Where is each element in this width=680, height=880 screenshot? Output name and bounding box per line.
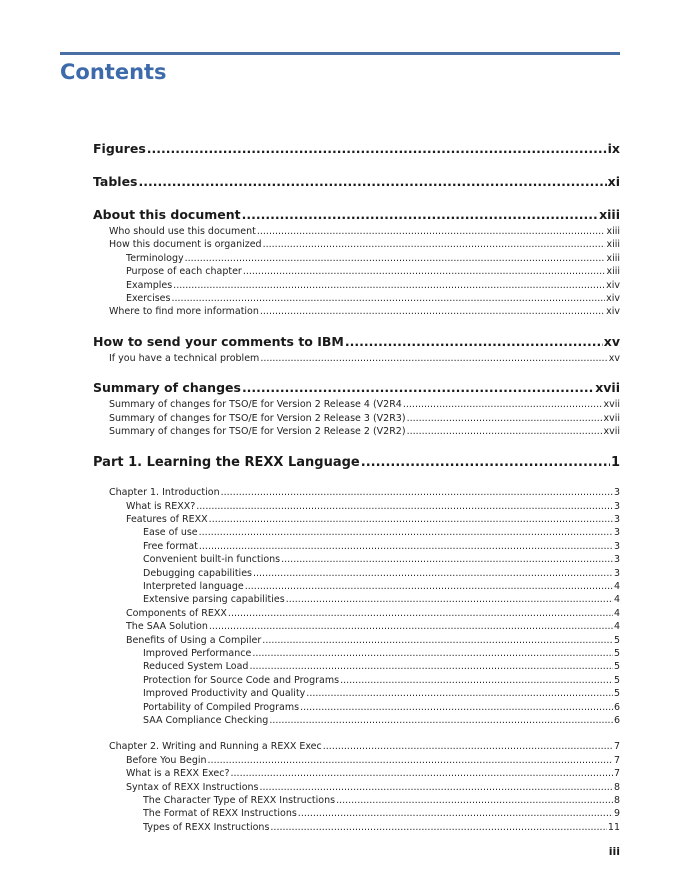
dot-leader [228,607,613,620]
dot-leader [209,513,613,526]
toc-entry-title: Improved Productivity and Quality [143,688,306,700]
toc-entry-page: 8 [613,794,620,806]
toc-entry-page: 7 [613,741,620,753]
toc-entry[interactable] [126,781,620,794]
toc-entry-title: SAA Compliance Checking [143,714,269,726]
toc-entry[interactable] [126,607,620,620]
toc-entry[interactable] [109,225,620,238]
dot-leader [286,593,613,606]
dot-leader [340,674,613,687]
toc-entry-title: Free format [143,540,198,552]
dot-leader [147,139,607,159]
toc-entry-title: The SAA Solution [126,621,208,633]
toc-entry-page: 3 [613,500,620,512]
dot-leader [199,540,613,553]
dot-leader [403,398,603,411]
toc-entry-title: Improved Performance [143,647,252,659]
toc-entry-title: Interpreted language [143,581,244,593]
toc-entry-title: Debugging capabilities [143,567,252,579]
toc-entry-title: Syntax of REXX Instructions [126,781,259,793]
toc-entry[interactable] [93,139,620,159]
toc-entry-title: Chapter 2. Writing and Running a REXX Exec [109,741,322,753]
toc-entry-title: Summary of changes for TSO/E for Version 2 Release 2 (V2R2) [109,425,406,437]
toc-entry-page: xiii [606,252,620,264]
toc-entry[interactable] [126,754,620,767]
toc-entry-page: xv [608,352,620,364]
toc-entry-page: ix [607,141,620,156]
toc-entry[interactable] [143,593,620,606]
toc-entry[interactable] [93,332,620,352]
toc-entry-title: Features of REXX [126,514,208,526]
toc-entry[interactable] [143,660,620,673]
toc-entry-page: xi [607,174,620,189]
dot-leader [407,425,603,438]
top-rule [60,52,620,55]
toc-entry-title: Summary of changes [93,380,241,396]
toc-entry-title: Components of REXX [126,607,227,619]
toc-entry[interactable] [126,620,620,633]
dot-leader [361,453,610,473]
toc-entry[interactable] [126,279,620,292]
toc-entry-page: xvii [603,412,620,424]
toc-entry-title: Where to find more information [109,306,259,318]
page-number: iii [608,845,620,858]
toc-entry-title: Before You Begin [126,754,207,766]
toc-entry-page: xiv [606,306,620,318]
dot-leader [252,647,613,660]
toc-entry-title: Portability of Compiled Programs [143,701,300,713]
toc-entry-page: xiii [606,226,620,237]
toc-entry-title: How this document is organized [109,239,262,251]
toc-entry-page: 3 [613,540,620,552]
toc-entry-page: 1 [610,455,620,471]
dot-leader [336,794,613,807]
dot-leader [231,767,613,780]
toc-entry[interactable] [143,540,620,553]
table-of-contents [93,139,620,834]
toc-entry[interactable] [109,740,620,753]
dot-leader [300,701,613,714]
dot-leader [257,225,606,238]
toc-entry-title: Extensive parsing capabilities [143,594,285,606]
toc-entry-title: Tables [93,174,138,189]
toc-entry-title: Protection for Source Code and Programs [143,674,340,686]
toc-entry[interactable] [126,252,620,265]
dot-leader [245,580,613,593]
toc-entry-title: What is a REXX Exec? [126,768,230,780]
dot-leader [242,205,598,225]
page-title: Contents [60,60,167,84]
toc-entry-title: What is REXX? [126,500,196,512]
toc-entry-page: 4 [613,594,620,606]
toc-entry-title: Convenient built-in functions [143,554,281,566]
dot-leader [199,526,613,539]
dot-leader [260,352,607,365]
toc-entry[interactable] [109,486,620,499]
dot-leader [260,305,605,318]
dot-leader [221,486,613,499]
dot-leader [209,620,613,633]
toc-entry-page: 4 [613,607,620,619]
toc-entry[interactable] [143,526,620,539]
toc-entry[interactable] [143,807,620,820]
toc-entry-page: xiv [606,292,620,304]
toc-entry[interactable] [109,412,620,425]
toc-entry-page: 3 [613,567,620,579]
toc-entry[interactable] [109,305,620,318]
toc-entry-title: Exercises [126,292,171,304]
dot-leader [262,634,613,647]
toc-entry[interactable] [143,794,620,807]
toc-entry-page: xiv [606,279,620,291]
dot-leader [208,754,613,767]
toc-entry-title: Types of REXX Instructions [143,821,270,833]
toc-entry-page: 3 [613,554,620,566]
toc-entry-title: Summary of changes for TSO/E for Version 2 Release 4 (V2R4 [109,399,402,411]
dot-leader [306,687,613,700]
dot-leader [407,412,603,425]
toc-entry-title: How to send your comments to IBM [93,333,344,349]
dot-leader [345,332,603,352]
toc-entry[interactable] [143,687,620,700]
toc-entry-title: The Format of REXX Instructions [143,808,297,820]
toc-entry[interactable] [143,714,620,727]
toc-entry-page: 5 [613,674,620,686]
toc-entry[interactable] [93,378,620,398]
toc-entry[interactable] [109,398,620,411]
dot-leader [243,265,606,278]
toc-entry-page: 4 [613,581,620,593]
dot-leader [281,553,613,566]
toc-entry[interactable] [143,580,620,593]
toc-entry-page: 5 [613,647,620,659]
toc-entry[interactable] [93,205,620,225]
toc-entry-page: xv [603,333,620,349]
dot-leader [253,567,613,580]
toc-entry-title: If you have a technical problem [109,352,260,364]
toc-entry[interactable] [126,292,620,305]
dot-leader [263,238,606,251]
toc-entry-title: Terminology [126,252,184,264]
toc-entry-page: 5 [613,661,620,673]
toc-entry-page: 9 [613,808,620,820]
dot-leader [173,279,605,292]
toc-entry-page: xvii [603,425,620,437]
dot-leader [139,172,607,192]
toc-entry[interactable] [126,767,620,780]
toc-entry-title: Benefits of Using a Compiler [126,634,262,646]
toc-entry[interactable] [143,821,620,834]
toc-entry[interactable] [143,553,620,566]
toc-entry-page: 6 [613,714,620,726]
dot-leader [242,378,594,398]
toc-entry-title: The Character Type of REXX Instructions [143,794,336,806]
toc-entry-title: Purpose of each chapter [126,266,242,278]
toc-entry-title: Examples [126,279,173,291]
toc-entry-page: 4 [613,621,620,633]
toc-entry-page: xvii [603,399,620,411]
toc-entry[interactable] [109,352,620,365]
toc-entry-page: 3 [613,487,620,499]
toc-entry-page: 5 [613,634,620,646]
dot-leader [185,252,606,265]
toc-entry-title: Who should use this document [109,226,256,237]
dot-leader [249,660,613,673]
toc-entry-page: 8 [613,781,620,793]
toc-entry[interactable] [109,238,620,251]
dot-leader [171,292,605,305]
toc-entry-page: 7 [613,754,620,766]
toc-entry[interactable] [143,647,620,660]
dot-leader [196,500,613,513]
toc-entry[interactable] [109,425,620,438]
toc-entry-title: Summary of changes for TSO/E for Version 2 Release 3 (V2R3) [109,412,406,424]
dot-leader [270,821,607,834]
toc-entry[interactable] [126,265,620,278]
toc-entry[interactable] [126,500,620,513]
toc-entry[interactable] [126,634,620,647]
toc-entry-page: 5 [613,688,620,700]
dot-leader [269,714,613,727]
toc-entry-page: 7 [613,768,620,780]
toc-entry-page: xiii [599,207,620,222]
toc-entry-page: xvii [595,380,620,396]
dot-leader [298,807,613,820]
toc-entry-page: 11 [607,821,620,833]
toc-entry[interactable] [93,172,620,192]
toc-entry[interactable] [143,567,620,580]
toc-entry[interactable] [93,453,620,473]
toc-entry-title: Figures [93,141,146,156]
toc-entry-title: Chapter 1. Introduction [109,487,220,499]
toc-entry-title: About this document [93,207,241,222]
dot-leader [259,781,612,794]
toc-entry[interactable] [126,513,620,526]
toc-entry-page: 6 [613,701,620,713]
toc-entry[interactable] [143,674,620,687]
toc-entry-page: xiii [606,266,620,278]
toc-entry-page: 3 [613,527,620,539]
dot-leader [323,740,613,753]
toc-entry-title: Ease of use [143,527,198,539]
toc-entry-title: Part 1. Learning the REXX Language [93,455,360,471]
toc-entry-page: xiii [606,239,620,251]
toc-entry[interactable] [143,701,620,714]
toc-entry-title: Reduced System Load [143,661,249,673]
toc-entry-page: 3 [613,514,620,526]
